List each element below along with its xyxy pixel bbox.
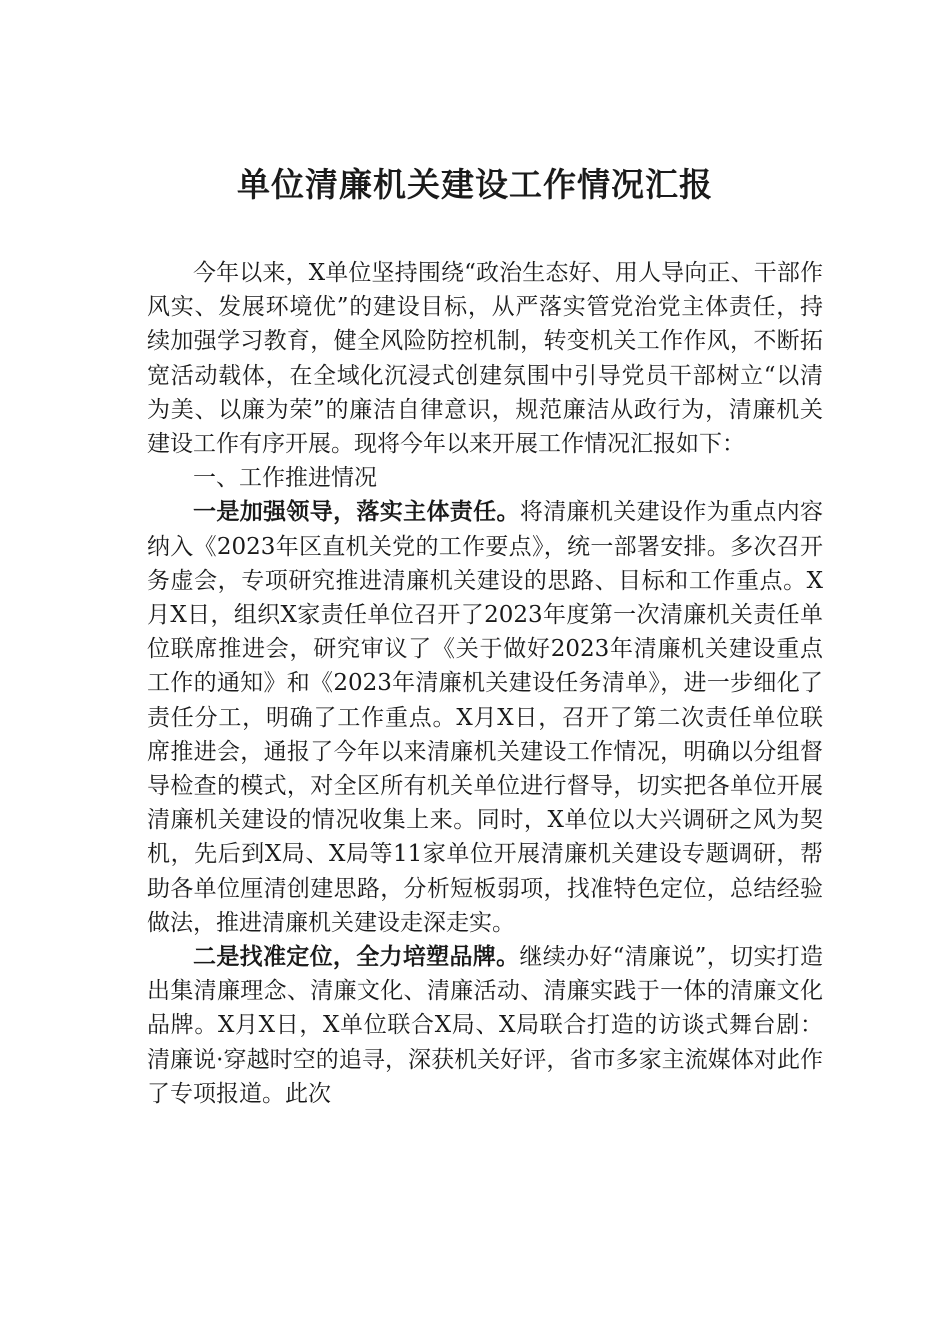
item-paragraph-2: [147, 940, 823, 1111]
item-paragraph-1: [147, 495, 823, 940]
item-text-2: 继续办好“清廉说”，切实打造出集清廉理念、清廉文化、清廉活动、清廉实践于一体的清廉文化品牌。X月X日，X单位联合X局、X局联合打造的访谈式舞台剧：清廉说·穿越时空的追寻，深获机关好评，省市多家主流媒体对此作了专项报道。此次: [147, 944, 824, 1107]
item-lead-2: 二是找准定位，全力培塑品牌。: [193, 943, 520, 971]
item-lead-1: 一是加强领导，落实主体责任。: [193, 498, 520, 526]
document-body: [147, 256, 823, 1111]
item-text-1: 将清廉机关建设作为重点内容纳入《2023年区直机关党的工作要点》，统一部署安排。多次召开务虚会，专项研究推进清廉机关建设的思路、目标和工作重点。X月X日，组织X家责任单位召开了2023年度第一次清廉机关责任单位联席推进会，研究审议了《关于做好2023年清廉机关建设重点工作的通知》和《2023年清廉机关建设任务清单》，进一步细化了责任分工，明确了工作重点。X月X日，召开了第二次责任单位联席推进会，通报了今年以来清廉机关建设工作情况，明确以分组督导检查的模式，对全区所有机关单位进行督导，切实把各单位开展清廉机关建设的情况收集上来。同时，X单位以大兴调研之风为契机，先后到X局、X局等11家单位开展清廉机关建设专题调研，帮助各单位厘清创建思路，分析短板弱项，找准特色定位，总结经验做法，推进清廉机关建设走深走实。: [147, 499, 824, 936]
document-title: 单位清廉机关建设工作情况汇报: [237, 165, 713, 204]
intro-paragraph: 今年以来，X单位坚持围绕“政治生态好、用人导向正、干部作风实、发展环境优”的建设目标，从严落实管党治党主体责任，持续加强学习教育，健全风险防控机制，转变机关工作作风，不断拓宽活动载体，在全域化沉浸式创建氛围中引导党员干部树立“以清为美、以廉为荣”的廉洁自律意识，规范廉洁从政行为，清廉机关建设工作有序开展。现将今年以来开展工作情况汇报如下：: [147, 260, 823, 458]
section-heading: 一、工作推进情况: [193, 465, 377, 492]
